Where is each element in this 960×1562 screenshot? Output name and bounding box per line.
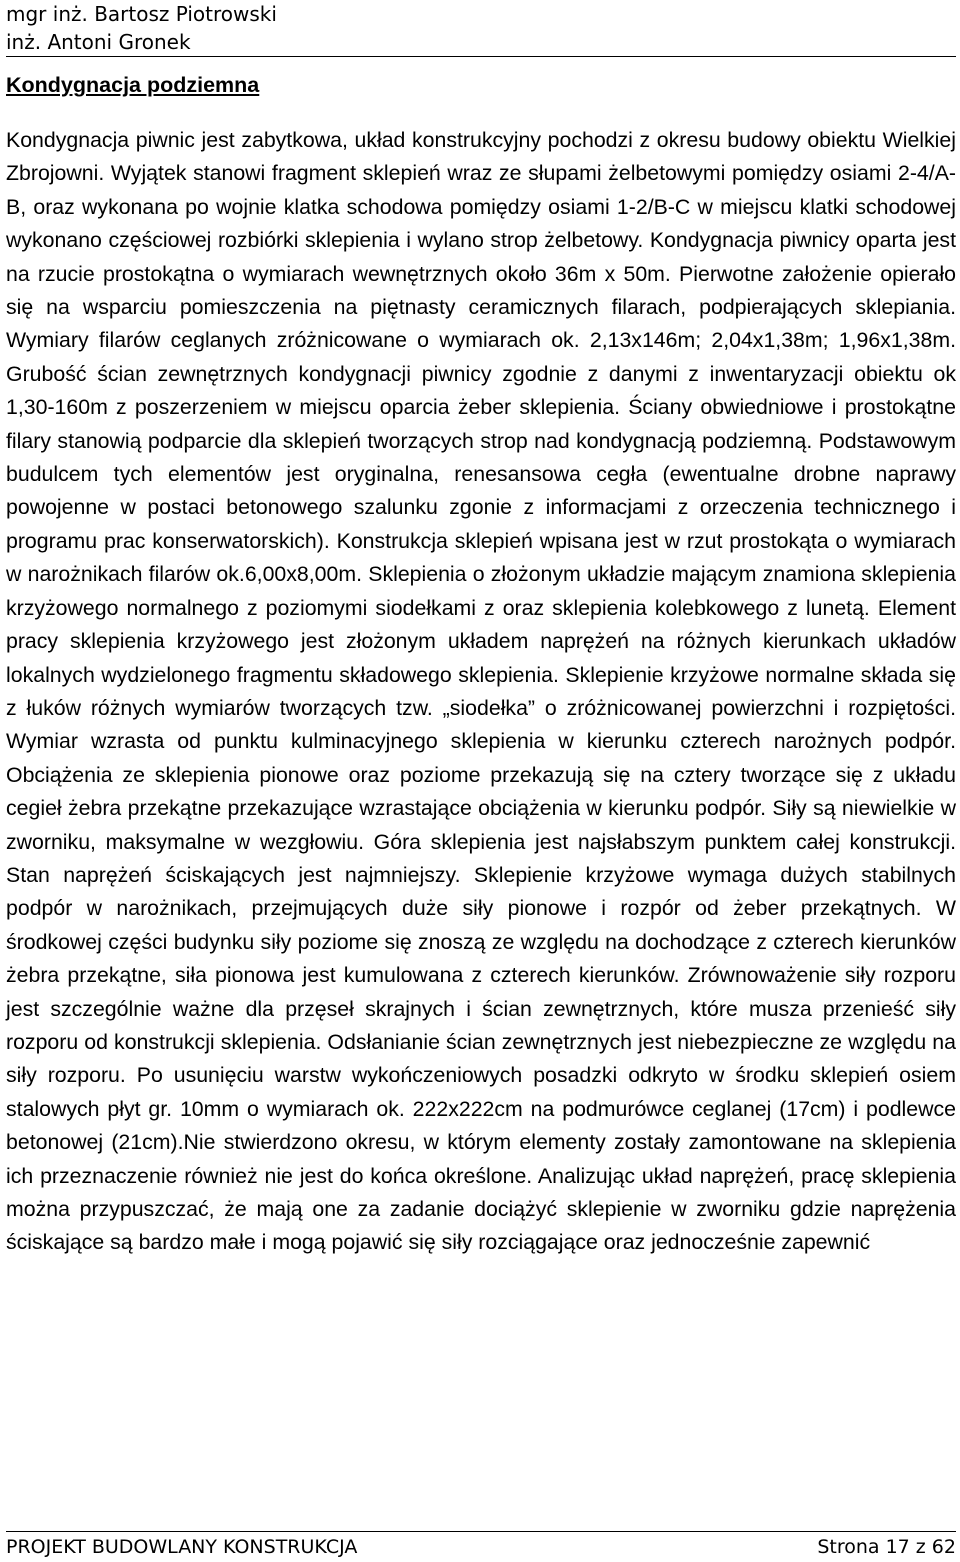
section-title: Kondygnacja podziemna	[6, 73, 260, 97]
author-name-secondary: inż. Antoni Gronek	[6, 30, 191, 54]
author-name-primary: mgr inż. Bartosz Piotrowski	[6, 2, 277, 26]
project-label: PROJEKT BUDOWLANY KONSTRUKCJA	[6, 1536, 358, 1558]
page-number: Strona 17 z 62	[817, 1536, 956, 1558]
body-paragraph: Kondygnacja piwnic jest zabytkowa, układ konstrukcyjny pochodzi z okresu budowy obiektu Wielkiej Zbrojowni. Wyjątek stanowi fragment sklepień wraz ze słupami żelbetowymi pomiędzy osiami 2-4/A-B, oraz wykonana po wojnie klatka schodowa pomiędzy osiami 1-2/B-C w miejscu klatki schodowej wykonano częściowej rozbiórki sklepienia i wylano strop żelbetowy. Kondygnacja piwnicy oparta jest na rzucie prostokątna o wymiarach wewnętrznych około 36m x 50m. Pierwotne założenie opierało się na wsparciu pomieszczenia na piętnasty ceramicznych filarach, podpierających sklepiania. Wymiary filarów ceglanych zróżnicowane o wymiarach ok. 2,13x146m; 2,04x1,38m; 1,96x1,38m. Grubość ścian zewnętrznych kondygnacji piwnicy zgodnie z danymi z inwentaryzacji obiektu ok 1,30-160m z poszerzeniem w miejscu oparcia żeber sklepienia. Ściany obwiedniowe i prostokątne filary stanowią podparcie dla sklepień tworzących strop nad kondygnacją podziemną. Podstawowym budulcem tych elementów jest oryginalna, renesansowa cegła (ewentualne drobne naprawy powojenne w postaci betonowego szalunku zgonie z informacjami z orzeczenia technicznego i programu prac konserwatorskich). Konstrukcja sklepień wpisana jest w rzut prostokąta o wymiarach w narożnikach filarów ok.6,00x8,00m. Sklepienia o złożonym układzie mającym znamiona sklepienia krzyżowego normalnego z poziomymi siodełkami z oraz sklepienia kolebkowego z lunetą. Element pracy sklepienia krzyżowego jest złożonym układem naprężeń na różnych kierunkach układów lokalnych wydzielonego fragmentu składowego sklepienia. Sklepienie krzyżowe normalne składa się z łuków różnych wymiarów tworzących tzw. „siodełka” o zróżnicowanej powierzchni i rozpiętości. Wymiar wzrasta od punktu kulminacyjnego sklepienia w kierunku czterech narożnych podpór. Obciążenia ze sklepienia pionowe oraz poziome przekazują się na cztery tworzące się z układu cegieł żebra przekątne przekazujące wzrastające obciążenia w kierunku podpór. Siły są niewielkie w zworniku, maksymalne w wezgłowiu. Góra sklepienia jest najsłabszym punktem całej konstrukcji. Stan naprężeń ściskających jest najmniejszy. Sklepienie krzyżowe wymaga dużych stabilnych podpór w narożnikach, przejmujących duże siły pionowe i rozpór od żeber przekątnych. W środkowej części budynku siły poziome się znoszą ze względu na dochodzące z czterech kierunków żebra przekątne, siła pionowa jest kumulowana z czterech kierunków. Zrównoważenie siły rozporu jest szczególnie ważne dla przęseł skrajnych i ścian zewnętrznych, które musza przenieść siły rozporu od konstrukcji sklepienia. Odsłanianie ścian zewnętrznych jest niebezpieczne ze względu na siły rozporu. Po usunięciu warstw wykończeniowych posadzki odkryto w środku sklepień osiem stalowych płyt gr. 10mm o wymiarach ok. 222x222cm na podmurówce ceglanej (17cm) i podlewce betonowej (21cm).Nie stwierdzono okresu, w którym elementy zostały zamontowane na sklepienia ich przeznaczenie również nie jest do końca określone. Analizując układ naprężeń, pracę sklepienia można przypuszczać, że mają one za zadanie dociążyć sklepienie w zworniku gdzie naprężenia ściskające są bardzo małe i mogą pojawić się siły rozciągające oraz jednocześnie zapewnić	[6, 128, 956, 1255]
page-header	[6, 0, 956, 57]
page-footer	[6, 1531, 956, 1562]
